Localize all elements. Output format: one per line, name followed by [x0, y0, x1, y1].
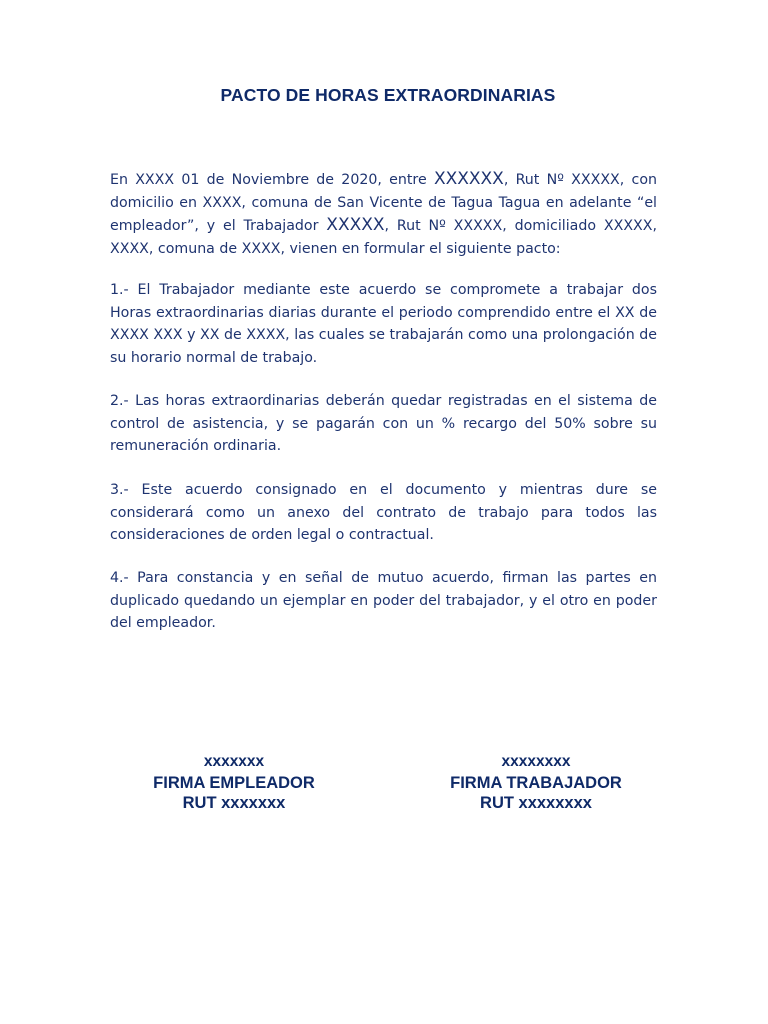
intro-text-part2: , Rut Nº XXXXX, con domicilio en XXXX, comuna de San Vicente de Tagua Tagua en adelante “el empleador”, y el Trabajador	[110, 172, 657, 235]
clause-3: 3.- Este acuerdo consignado en el documento y mientras dure se considerará como un anexo del contrato de trabajo para todos las consideraciones de orden legal o contractual.	[110, 482, 657, 544]
clause-4: 4.- Para constancia y en señal de mutuo acuerdo, firman las partes en duplicado quedando un ejemplar en poder del trabajador, y el otro en poder del empleador.	[110, 570, 657, 632]
employer-signature-name: xxxxxxx	[203, 753, 265, 770]
employer-signature-block	[134, 752, 334, 814]
worker-signature-name: xxxxxxxx	[501, 753, 571, 770]
employer-signature-label: FIRMA EMPLEADOR	[153, 773, 315, 792]
document-title: PACTO DE HORAS EXTRAORDINARIAS	[220, 85, 556, 105]
employer-name: XXXXXX	[433, 169, 504, 189]
intro-text-part3: , Rut Nº XXXXX, domiciliado XXXXX, XXXX, comuna de XXXX, vienen en formular el siguiente pacto:	[110, 218, 657, 257]
employer-signature-rut: RUT xxxxxxx	[182, 794, 286, 812]
intro-text-part1: En XXXX 01 de Noviembre de 2020, entre	[110, 172, 434, 188]
intro-paragraph	[110, 168, 657, 260]
worker-name: XXXXX	[326, 215, 385, 236]
worker-signature-block	[436, 752, 636, 814]
worker-signature-rut: RUT xxxxxxxx	[480, 794, 592, 812]
clause-2: 2.- Las horas extraordinarias deberán quedar registradas en el sistema de control de asistencia, y se pagarán con un % recargo del 50% sobre su remuneración ordinaria.	[110, 393, 657, 455]
clause-1: 1.- El Trabajador mediante este acuerdo se compromete a trabajar dos Horas extraordinarias diarias durante el periodo comprendido entre el XX de XXXX XXX y XX de XXXX, las cuales se trabajarán como una prolongación de su horario normal de trabajo.	[110, 282, 657, 366]
worker-signature-label: FIRMA TRABAJADOR	[450, 773, 622, 792]
